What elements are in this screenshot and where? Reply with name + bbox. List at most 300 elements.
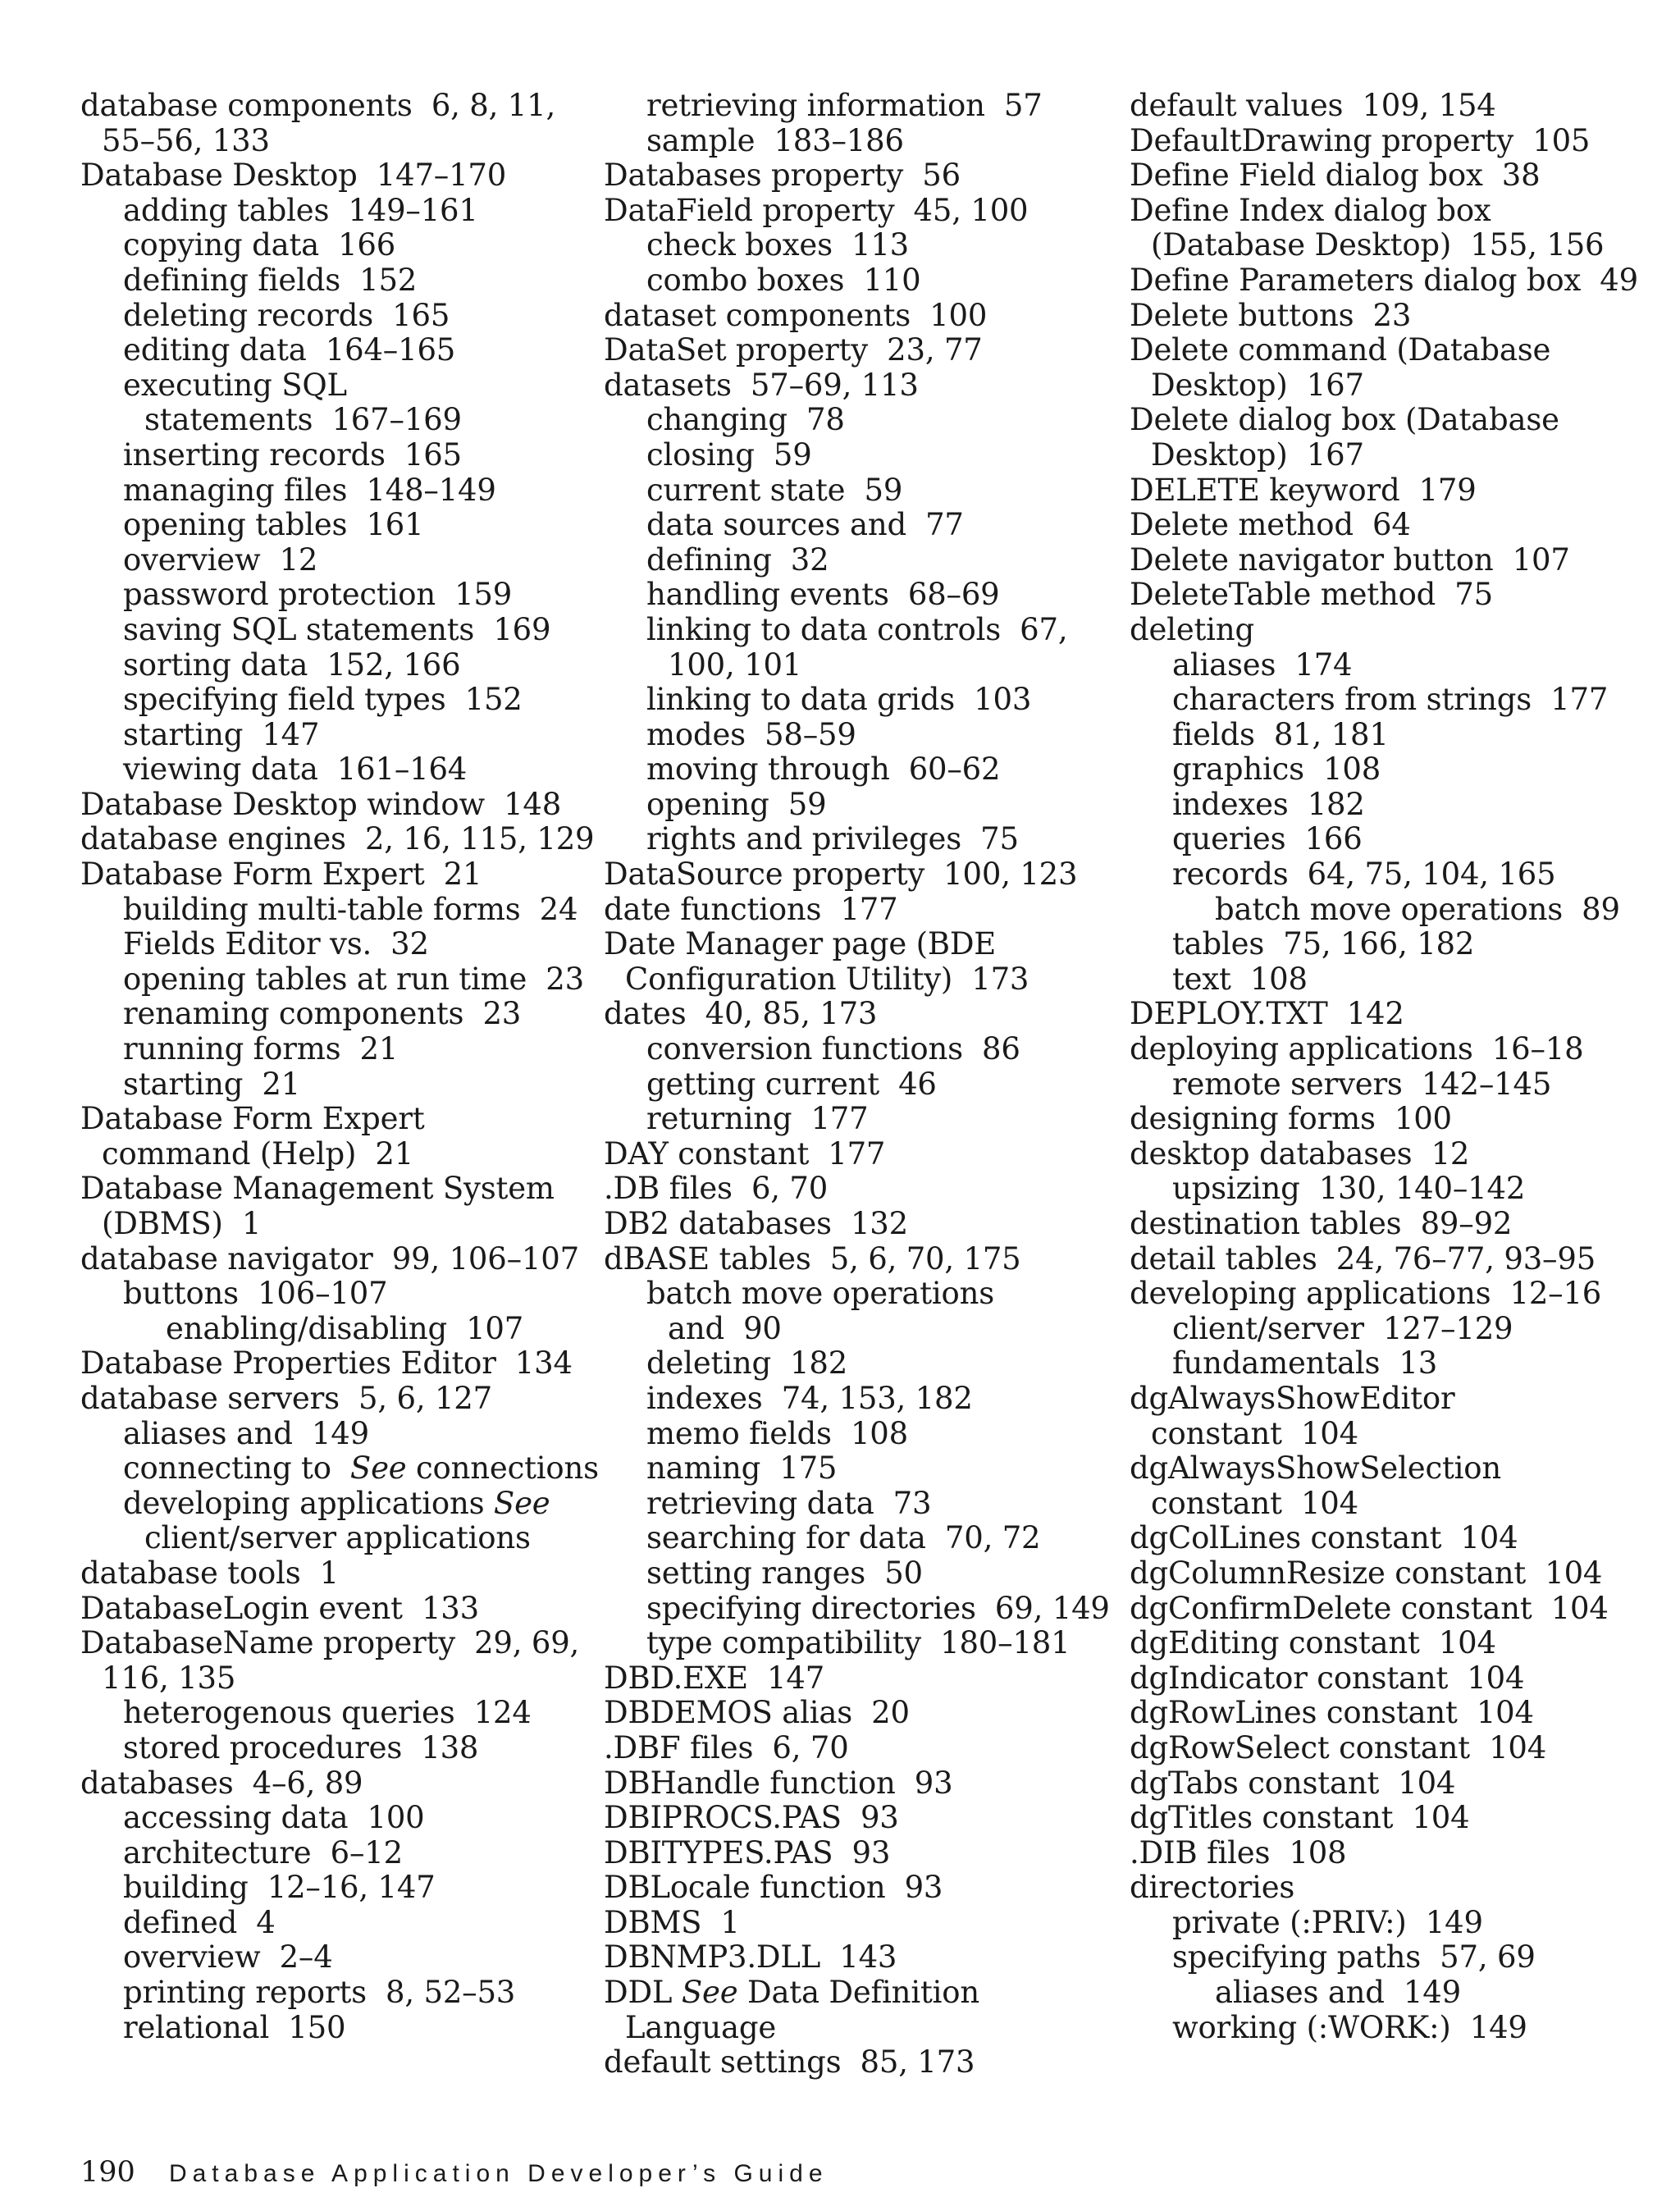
index-entry-level-1 xyxy=(604,1556,1110,1592)
index-entry-level-1 xyxy=(604,403,1110,438)
index-column-2 xyxy=(604,89,1110,2081)
index-entry-level-0 xyxy=(604,368,1110,404)
index-entry-level-0 xyxy=(1130,1556,1638,1592)
index-entry-level-1 xyxy=(604,228,1110,263)
index-entry-level-0 xyxy=(80,822,599,857)
index-entry-level-1 xyxy=(604,822,1110,857)
entry-text: .DBF files 6, 70 xyxy=(604,1729,849,1765)
running-book-title: Database Application Developer’s Guide xyxy=(168,2160,829,2187)
entry-text: building multi-table forms 24 xyxy=(123,891,578,927)
entry-text: dgTitles constant 104 xyxy=(1130,1800,1470,1836)
index-entry-level-1 xyxy=(80,927,599,962)
index-entry-level-1 xyxy=(80,1032,599,1067)
entry-text: dgRowLines constant 104 xyxy=(1130,1695,1534,1731)
entry-text: client/server 127–129 xyxy=(1172,1310,1513,1346)
index-entry-level-1 xyxy=(1130,718,1638,753)
entry-text: check boxes 113 xyxy=(646,227,910,263)
index-entry-level-1 xyxy=(604,1346,1110,1382)
index-entry-level-0 xyxy=(80,1626,599,1661)
index-entry-level-0 xyxy=(80,1382,599,1417)
index-entry-level-1 xyxy=(80,194,599,229)
index-entry-level-0 xyxy=(1130,1242,1638,1277)
index-entry-level-0 xyxy=(1130,1032,1638,1067)
index-entry-level-0 xyxy=(80,1556,599,1592)
entry-text: dgColumnResize constant 104 xyxy=(1130,1555,1603,1591)
index-entry-level-0 xyxy=(80,788,599,823)
entry-text: Delete navigator button 107 xyxy=(1130,541,1570,578)
entry-text: and 90 xyxy=(668,1310,782,1346)
entry-text: DAY constant 177 xyxy=(604,1135,886,1172)
entry-text: copying data 166 xyxy=(123,227,396,263)
index-entry-level-0 xyxy=(1130,508,1638,543)
entry-text: DB2 databases 132 xyxy=(604,1206,908,1241)
index-entry-level-1 xyxy=(604,508,1110,543)
entry-text: dgColLines constant 104 xyxy=(1130,1520,1518,1556)
index-entry-level-0 xyxy=(1130,1207,1638,1242)
entry-text: sorting data 152, 166 xyxy=(123,646,461,683)
entry-text: moving through 60–62 xyxy=(646,751,1001,788)
index-entry-level-1 xyxy=(80,1451,599,1487)
entry-text: Define Field dialog box 38 xyxy=(1130,158,1541,194)
index-entry-level-0 xyxy=(1130,403,1638,438)
entry-text: modes 58–59 xyxy=(646,716,856,752)
index-entry-level-0 xyxy=(80,1102,599,1137)
index-entry-level-1 xyxy=(1130,1312,1638,1347)
index-entry-level-0 xyxy=(1130,1102,1638,1137)
entry-text: DataSet property 23, 77 xyxy=(604,332,983,368)
entry-text: 55–56, 133 xyxy=(102,122,270,158)
index-entry-continuation xyxy=(80,124,599,159)
index-entry-level-1 xyxy=(1130,1067,1638,1103)
index-entry-level-0 xyxy=(80,1592,599,1627)
entry-text: specifying directories 69, 149 xyxy=(646,1590,1110,1626)
index-entry-level-1 xyxy=(1130,752,1638,788)
entry-text: stored procedures 138 xyxy=(123,1729,479,1765)
index-entry-level-1 xyxy=(604,1487,1110,1522)
entry-text: DatabaseName property 29, 69, xyxy=(80,1625,580,1661)
entry-text: DBHandle function 93 xyxy=(604,1765,953,1801)
entry-text: adding tables 149–161 xyxy=(123,192,478,228)
index-entry-level-1 xyxy=(80,893,599,928)
index-entry-level-1 xyxy=(80,2011,599,2046)
entry-text: buttons 106–107 xyxy=(123,1276,388,1312)
index-entry-level-1 xyxy=(80,1731,599,1766)
entry-text: defining 32 xyxy=(646,541,829,578)
index-entry-level-0 xyxy=(604,1766,1110,1802)
entry-text: editing data 164–165 xyxy=(123,332,456,368)
entry-text: Database Properties Editor 134 xyxy=(80,1345,573,1382)
entry-text: datasets 57–69, 113 xyxy=(604,367,919,403)
index-entry-level-1 xyxy=(604,1592,1110,1627)
entry-text: connecting to xyxy=(123,1450,350,1487)
index-entry-level-0 xyxy=(604,1940,1110,1975)
index-entry-level-1 xyxy=(80,1870,599,1906)
index-entry-level-1 xyxy=(604,613,1110,648)
index-entry-level-1 xyxy=(80,578,599,613)
index-entry-level-0 xyxy=(604,1242,1110,1277)
entry-text: specifying paths 57, 69 xyxy=(1172,1939,1536,1975)
entry-text: batch move operations 89 xyxy=(1215,891,1620,927)
index-column-1 xyxy=(80,89,599,2045)
index-entry-level-0 xyxy=(80,158,599,194)
index-entry-level-0 xyxy=(1130,124,1638,159)
index-entry-level-0 xyxy=(604,893,1110,928)
index-entry-level-1 xyxy=(604,438,1110,473)
index-entry-level-1 xyxy=(80,1067,599,1103)
entry-text: data sources and 77 xyxy=(646,507,964,543)
entry-text: executing SQL xyxy=(123,367,347,403)
index-entry-level-0 xyxy=(1130,1521,1638,1556)
entry-text: database engines 2, 16, 115, 129 xyxy=(80,821,595,857)
index-entry-continuation xyxy=(604,2011,1110,2046)
index-entry-level-1 xyxy=(604,1626,1110,1661)
entry-text: dates 40, 85, 173 xyxy=(604,996,878,1032)
entry-text: combo boxes 110 xyxy=(646,262,921,298)
index-entry-level-1 xyxy=(1130,1940,1638,1975)
entry-text: Fields Editor vs. 32 xyxy=(123,926,429,962)
index-entry-level-0 xyxy=(1130,613,1638,648)
index-entry-level-1 xyxy=(80,752,599,788)
index-entry-level-0 xyxy=(1130,333,1638,368)
index-entry-level-1 xyxy=(80,1940,599,1975)
index-entry-level-1 xyxy=(604,543,1110,578)
entry-text: DBIPROCS.PAS 93 xyxy=(604,1800,899,1836)
entry-text: upsizing 130, 140–142 xyxy=(1172,1171,1526,1207)
entry-text: connections xyxy=(406,1450,599,1487)
index-entry-level-1 xyxy=(80,1801,599,1836)
entry-text: dgRowSelect constant 104 xyxy=(1130,1729,1547,1765)
entry-text: Date Manager page (BDE xyxy=(604,926,997,962)
entry-text: database components 6, 8, 11, xyxy=(80,88,556,123)
entry-text: dgConfirmDelete constant 104 xyxy=(1130,1590,1609,1626)
entry-text: handling events 68–69 xyxy=(646,577,1000,613)
entry-text: viewing data 161–164 xyxy=(123,751,468,788)
entry-text: Database Desktop 147–170 xyxy=(80,158,507,194)
index-entry-level-1 xyxy=(80,1906,599,1941)
index-entry-level-1 xyxy=(1130,1346,1638,1382)
entry-text: renaming components 23 xyxy=(123,996,522,1032)
entry-text: opening tables at run time 23 xyxy=(123,961,584,997)
entry-text: desktop databases 12 xyxy=(1130,1135,1470,1172)
page-footer xyxy=(80,2156,829,2190)
index-entry-continuation xyxy=(1130,438,1638,473)
entry-text: dgIndicator constant 104 xyxy=(1130,1660,1525,1696)
index-entry-level-0 xyxy=(604,997,1110,1032)
entry-text: overview 12 xyxy=(123,541,318,578)
entry-text: opening tables 161 xyxy=(123,507,424,543)
entry-text: retrieving information 57 xyxy=(646,88,1043,123)
index-entry-level-1 xyxy=(604,752,1110,788)
index-entry-level-0 xyxy=(604,2045,1110,2081)
entry-text: linking to data grids 103 xyxy=(646,682,1032,718)
entry-text: Language xyxy=(625,2009,777,2045)
index-entry-level-1 xyxy=(80,1417,599,1452)
index-entry-continuation xyxy=(80,1207,599,1242)
entry-text: heterogenous queries 124 xyxy=(123,1695,532,1731)
entry-text: deleting 182 xyxy=(646,1345,848,1382)
index-entry-level-1 xyxy=(80,508,599,543)
entry-text: Databases property 56 xyxy=(604,158,961,194)
entry-text: memo fields 108 xyxy=(646,1415,908,1451)
index-entry-level-1 xyxy=(80,1277,599,1312)
index-entry-level-1 xyxy=(1130,1172,1638,1207)
index-entry-level-0 xyxy=(1130,263,1638,299)
entry-text: Delete dialog box (Database xyxy=(1130,402,1559,438)
index-entry-level-1 xyxy=(80,1836,599,1871)
index-entry-level-0 xyxy=(604,1975,1110,2011)
index-entry-level-1 xyxy=(1130,2011,1638,2046)
entry-text: detail tables 24, 76–77, 93–95 xyxy=(1130,1240,1596,1277)
entry-text: linking to data controls 67, xyxy=(646,611,1068,647)
index-entry-level-0 xyxy=(1130,158,1638,194)
index-entry-level-0 xyxy=(1130,1731,1638,1766)
entry-text: defining fields 152 xyxy=(123,262,418,298)
index-entry-level-0 xyxy=(1130,1592,1638,1627)
see-reference: See xyxy=(681,1975,738,2011)
entry-text: Define Parameters dialog box 49 xyxy=(1130,262,1638,298)
index-entry-level-0 xyxy=(1130,194,1638,229)
entry-text: graphics 108 xyxy=(1172,751,1381,788)
index-entry-level-1 xyxy=(80,1696,599,1731)
index-entry-level-1 xyxy=(604,1382,1110,1417)
entry-text: database navigator 99, 106–107 xyxy=(80,1240,579,1277)
index-entry-level-1 xyxy=(604,89,1110,124)
entry-text: Desktop) 167 xyxy=(1151,436,1364,473)
entry-text: (Database Desktop) 155, 156 xyxy=(1151,227,1605,263)
index-entry-level-2 xyxy=(80,1312,599,1347)
index-entry-level-0 xyxy=(1130,299,1638,334)
index-entry-continuation xyxy=(80,1661,599,1697)
entry-text: .DB files 6, 70 xyxy=(604,1171,829,1207)
index-entry-level-1 xyxy=(604,124,1110,159)
index-entry-level-0 xyxy=(604,1207,1110,1242)
index-entry-level-0 xyxy=(604,1801,1110,1836)
index-entry-level-1 xyxy=(1130,788,1638,823)
entry-text: inserting records 165 xyxy=(123,436,462,473)
index-entry-level-0 xyxy=(1130,1870,1638,1906)
index-entry-level-0 xyxy=(604,1870,1110,1906)
index-entry-level-1 xyxy=(80,438,599,473)
index-entry-level-0 xyxy=(1130,543,1638,578)
index-entry-level-0 xyxy=(1130,997,1638,1032)
index-entry-level-0 xyxy=(604,1836,1110,1871)
index-entry-level-1 xyxy=(604,788,1110,823)
index-entry-continuation xyxy=(604,1312,1110,1347)
entry-text: naming 175 xyxy=(646,1450,838,1487)
entry-text: constant 104 xyxy=(1151,1415,1358,1451)
entry-text: DatabaseLogin event 133 xyxy=(80,1590,479,1626)
entry-text: database servers 5, 6, 127 xyxy=(80,1380,492,1416)
index-entry-level-0 xyxy=(80,1172,599,1207)
entry-text: DEPLOY.TXT 142 xyxy=(1130,996,1404,1032)
index-entry-continuation xyxy=(80,1137,599,1172)
index-entry-level-1 xyxy=(604,718,1110,753)
index-entry-level-0 xyxy=(1130,1382,1638,1417)
see-reference: See xyxy=(493,1485,550,1521)
index-entry-level-0 xyxy=(1130,1277,1638,1312)
entry-text: building 12–16, 147 xyxy=(123,1870,436,1906)
index-entry-level-1 xyxy=(604,1277,1110,1312)
entry-text: enabling/disabling 107 xyxy=(166,1310,524,1346)
entry-text: (DBMS) 1 xyxy=(102,1206,262,1241)
entry-text: developing applications 12–16 xyxy=(1130,1276,1602,1312)
index-entry-level-0 xyxy=(1130,1766,1638,1802)
entry-text: printing reports 8, 52–53 xyxy=(123,1975,516,2011)
entry-text: Desktop) 167 xyxy=(1151,367,1364,403)
entry-text: architecture 6–12 xyxy=(123,1834,403,1870)
entry-text: batch move operations xyxy=(646,1276,995,1312)
entry-text: returning 177 xyxy=(646,1101,869,1137)
entry-text: retrieving data 73 xyxy=(646,1485,932,1521)
entry-text: tables 75, 166, 182 xyxy=(1172,926,1475,962)
index-entry-continuation xyxy=(1130,1417,1638,1452)
index-entry-level-1 xyxy=(604,1067,1110,1103)
entry-text: indexes 182 xyxy=(1172,786,1365,822)
entry-text: aliases and 149 xyxy=(1215,1975,1461,2011)
entry-text: overview 2–4 xyxy=(123,1939,333,1975)
index-entry-level-1 xyxy=(604,1032,1110,1067)
index-entry-level-0 xyxy=(604,857,1110,893)
index-entry-level-1 xyxy=(604,578,1110,613)
index-entry-level-1 xyxy=(604,263,1110,299)
entry-text: records 64, 75, 104, 165 xyxy=(1172,856,1556,893)
entry-text: aliases and 149 xyxy=(123,1415,369,1451)
entry-text: current state 59 xyxy=(646,472,903,508)
index-entry-level-1 xyxy=(80,613,599,648)
entry-text: dBASE tables 5, 6, 70, 175 xyxy=(604,1240,1021,1277)
index-entry-level-0 xyxy=(80,89,599,124)
index-entry-level-1 xyxy=(1130,1906,1638,1941)
entry-text: Database Form Expert 21 xyxy=(80,856,482,893)
index-entry-level-1 xyxy=(80,228,599,263)
entry-text: dgTabs constant 104 xyxy=(1130,1765,1456,1801)
index-entry-level-0 xyxy=(80,1242,599,1277)
entry-text: Delete method 64 xyxy=(1130,507,1411,543)
index-entry-continuation xyxy=(80,403,599,438)
index-entry-level-0 xyxy=(604,299,1110,334)
index-entry-continuation xyxy=(80,1521,599,1556)
entry-text: rights and privileges 75 xyxy=(646,821,1019,857)
entry-text: setting ranges 50 xyxy=(646,1555,923,1591)
entry-text: DELETE keyword 179 xyxy=(1130,472,1477,508)
entry-text: starting 147 xyxy=(123,716,320,752)
index-entry-level-1 xyxy=(80,683,599,718)
index-entry-level-1 xyxy=(80,333,599,368)
entry-text: getting current 46 xyxy=(646,1066,937,1102)
entry-text: DBMS 1 xyxy=(604,1904,740,1940)
entry-text: Define Index dialog box xyxy=(1130,192,1491,228)
index-entry-continuation xyxy=(1130,228,1638,263)
entry-text: DeleteTable method 75 xyxy=(1130,577,1493,613)
entry-text: starting 21 xyxy=(123,1066,301,1102)
entry-text: Database Desktop window 148 xyxy=(80,786,562,822)
entry-text: command (Help) 21 xyxy=(102,1135,414,1172)
entry-text: DataSource property 100, 123 xyxy=(604,856,1078,893)
entry-text: Delete command (Database xyxy=(1130,332,1551,368)
entry-text: managing files 148–149 xyxy=(123,472,496,508)
index-entry-level-1 xyxy=(604,1417,1110,1452)
index-entry-level-1 xyxy=(80,1975,599,2011)
index-entry-level-1 xyxy=(1130,648,1638,683)
entry-text: default settings 85, 173 xyxy=(604,2044,975,2081)
entry-text: Data Definition xyxy=(737,1975,979,2011)
entry-text: password protection 159 xyxy=(123,577,513,613)
index-entry-continuation xyxy=(604,962,1110,998)
entry-text: private (:PRIV:) 149 xyxy=(1172,1904,1483,1940)
entry-text: constant 104 xyxy=(1151,1485,1358,1521)
entry-text: closing 59 xyxy=(646,436,812,473)
index-entry-level-0 xyxy=(604,1661,1110,1697)
index-entry-level-1 xyxy=(604,683,1110,718)
index-entry-level-0 xyxy=(604,1172,1110,1207)
entry-text: client/server applications xyxy=(144,1520,531,1556)
entry-text: dgAlwaysShowSelection xyxy=(1130,1450,1501,1487)
page-number: 190 xyxy=(80,2156,135,2189)
index-entry-level-1 xyxy=(80,1487,599,1522)
index-entry-level-0 xyxy=(1130,1661,1638,1697)
index-entry-level-0 xyxy=(1130,1626,1638,1661)
index-entry-level-1 xyxy=(80,543,599,578)
index-entry-level-0 xyxy=(80,1766,599,1802)
entry-text: sample 183–186 xyxy=(646,122,904,158)
index-entry-level-1 xyxy=(80,648,599,683)
entry-text: designing forms 100 xyxy=(1130,1101,1452,1137)
index-entry-continuation xyxy=(1130,368,1638,404)
entry-text: 100, 101 xyxy=(668,646,802,683)
entry-text: dataset components 100 xyxy=(604,297,988,333)
entry-text: Database Management System xyxy=(80,1171,555,1207)
entry-text: dgEditing constant 104 xyxy=(1130,1625,1496,1661)
index-entry-level-0 xyxy=(1130,1451,1638,1487)
entry-text: dgAlwaysShowEditor xyxy=(1130,1380,1455,1416)
entry-text: developing applications xyxy=(123,1485,494,1521)
index-entry-level-0 xyxy=(1130,473,1638,509)
entry-text: type compatibility 180–181 xyxy=(646,1625,1071,1661)
entry-text: remote servers 142–145 xyxy=(1172,1066,1552,1102)
entry-text: searching for data 70, 72 xyxy=(646,1520,1041,1556)
entry-text: queries 166 xyxy=(1172,821,1363,857)
index-entry-continuation xyxy=(1130,1487,1638,1522)
entry-text: DBD.EXE 147 xyxy=(604,1660,825,1696)
entry-text: Database Form Expert xyxy=(80,1101,425,1137)
entry-text: text 108 xyxy=(1172,961,1308,997)
entry-text: 116, 135 xyxy=(102,1660,236,1696)
entry-text: database tools 1 xyxy=(80,1555,339,1591)
index-entry-level-1 xyxy=(1130,683,1638,718)
index-entry-level-0 xyxy=(604,333,1110,368)
index-entry-level-2 xyxy=(1130,1975,1638,2011)
index-entry-level-1 xyxy=(80,718,599,753)
index-entry-level-1 xyxy=(1130,962,1638,998)
entry-text: Delete buttons 23 xyxy=(1130,297,1412,333)
entry-text: changing 78 xyxy=(646,402,845,438)
entry-text: fields 81, 181 xyxy=(1172,716,1389,752)
entry-text: working (:WORK:) 149 xyxy=(1172,2009,1527,2045)
entry-text: indexes 74, 153, 182 xyxy=(646,1380,973,1416)
entry-text: deleting xyxy=(1130,611,1254,647)
index-entry-level-0 xyxy=(80,1346,599,1382)
see-reference: See xyxy=(349,1450,407,1487)
index-entry-level-1 xyxy=(604,1451,1110,1487)
entry-text: deploying applications 16–18 xyxy=(1130,1031,1584,1067)
index-entry-level-1 xyxy=(604,1521,1110,1556)
index-entry-level-1 xyxy=(604,1102,1110,1137)
entry-text: characters from strings 177 xyxy=(1172,682,1609,718)
index-entry-level-1 xyxy=(1130,857,1638,893)
entry-text: default values 109, 154 xyxy=(1130,88,1496,123)
entry-text: DefaultDrawing property 105 xyxy=(1130,122,1591,158)
index-entry-level-0 xyxy=(1130,1137,1638,1172)
